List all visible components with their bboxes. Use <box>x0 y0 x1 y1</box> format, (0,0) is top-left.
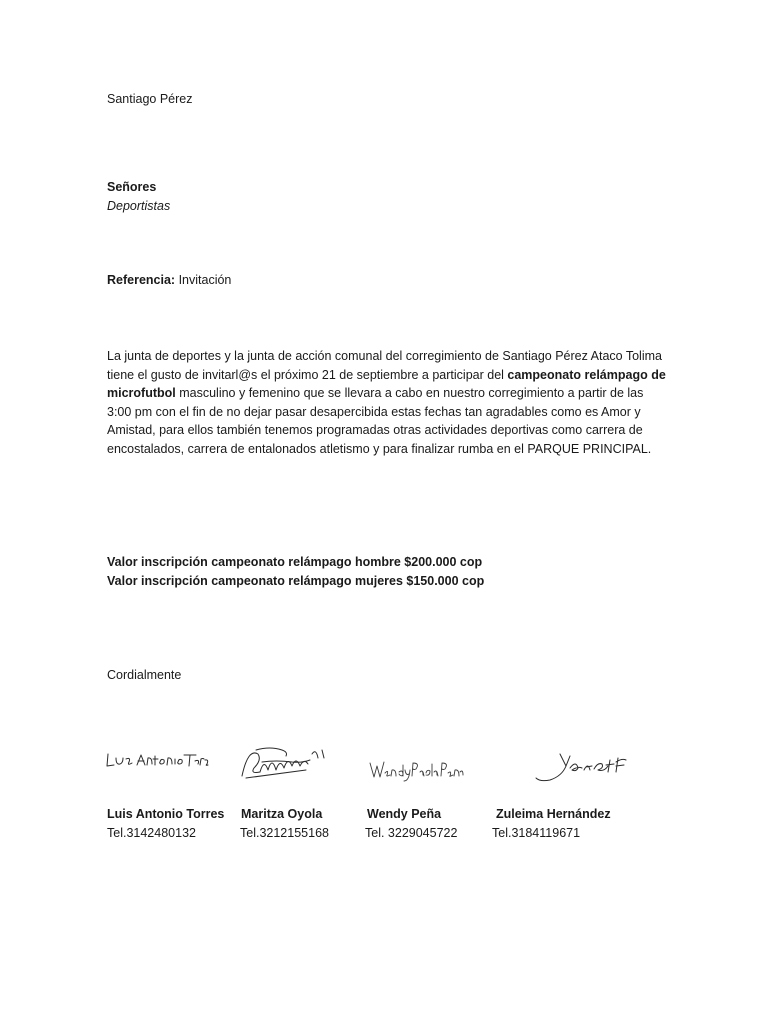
signatory-name: Maritza Oyola <box>241 807 323 821</box>
closing: Cordialmente <box>107 668 182 682</box>
signatory-phone: Tel. 3229045722 <box>365 826 458 840</box>
reference-line <box>107 271 231 290</box>
body-text-start: La junta de deportes y la junta de acción comunal del corregimiento de Santiago Pérez Ataco Tolima tiene el gusto de invitarl@s el próximo 21 de septiembre a participar del <box>107 349 662 382</box>
body-highlight: campeonato relámpago de microfutbol <box>107 367 666 401</box>
fee-women: Valor inscripción campeonato relámpago mujeres $150.000 cop <box>107 574 485 588</box>
signatory-phone: Tel.3142480132 <box>107 826 196 840</box>
recipient-name: Deportistas <box>107 199 171 213</box>
reference-value: Invitación <box>175 273 232 287</box>
signatory-name: Zuleima Hernández <box>496 807 611 821</box>
signature-wendy <box>368 757 464 783</box>
reference-label: Referencia: <box>107 273 176 287</box>
signatory-phone: Tel.3184119671 <box>492 826 581 840</box>
signature-zuleima <box>532 750 632 786</box>
signatory-name: Wendy Peña <box>367 807 442 821</box>
signature-maritza <box>236 744 332 784</box>
sender-name: Santiago Pérez <box>107 92 193 106</box>
signatory-name: Luis Antonio Torres <box>107 807 225 821</box>
body-text-end: masculino y femenino que se llevara a cabo en nuestro corregimiento a partir de las 3:00 pm con el fin de no dejar pasar desapercibida estas fechas tan agradables como es Amor y Amistad, para ellos también tenemos programadas otras actividades deportivas como carrera de encostalados, carrera de entalonados atletismo y para finalizar rumba en el PARQUE PRINCIPAL. <box>107 386 652 456</box>
signatory-phone: Tel.3212155168 <box>240 826 329 840</box>
recipient-title: Señores <box>107 180 157 194</box>
signature-luis <box>104 748 210 774</box>
fee-men: Valor inscripción campeonato relámpago hombre $200.000 cop <box>107 555 483 569</box>
body-paragraph <box>107 347 667 459</box>
